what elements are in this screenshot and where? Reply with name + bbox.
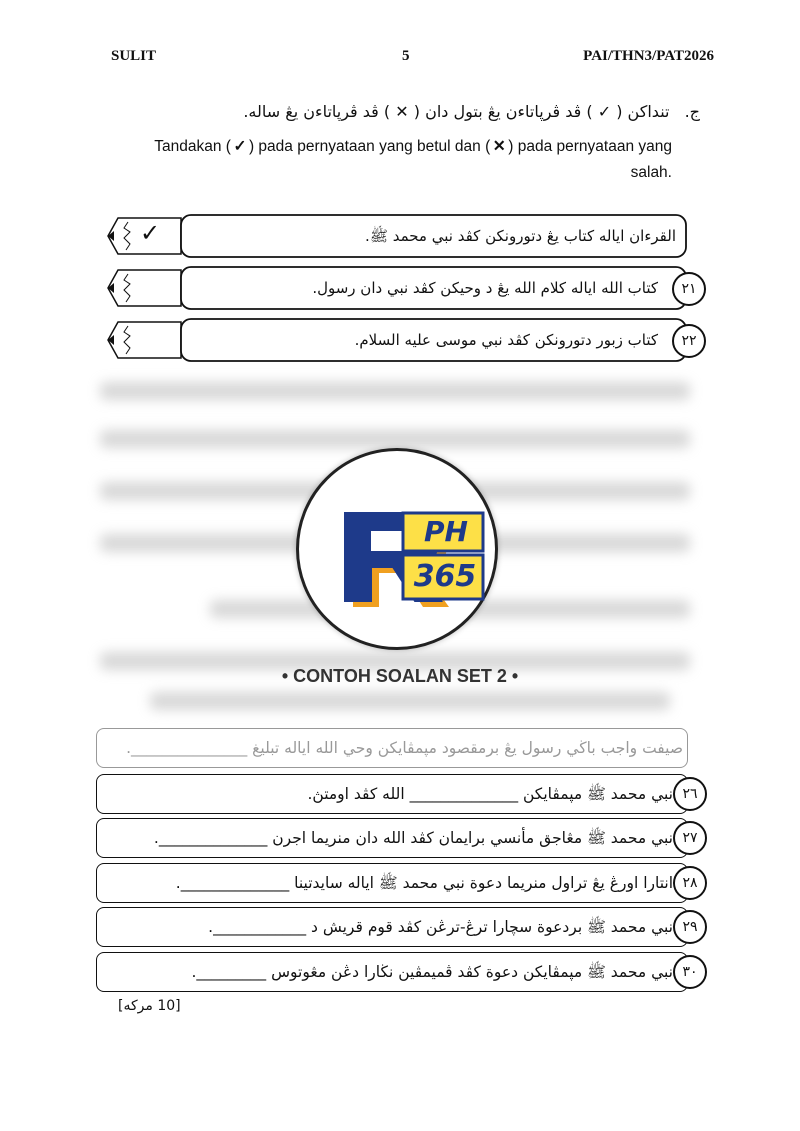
fill-item-25: [96, 728, 688, 768]
header-sulit: SULIT: [111, 48, 157, 64]
total-marks: [10 مركه]: [118, 998, 181, 1014]
instruction-part-3: ) pada pernyataan yang salah.: [508, 138, 672, 181]
question-number: ٢٢: [672, 324, 706, 358]
question-number: ٢٨: [673, 866, 707, 900]
question-number: ٢١: [672, 272, 706, 306]
tick-icon: ✓: [233, 138, 247, 155]
fill-item-27: [96, 818, 698, 858]
fill-text: انتارا اورڠ يڠ تراول منريما دعوة نبي محمد ﷺ اياله سايدتينا ______________.: [175, 874, 673, 892]
cross-icon: ✕: [492, 138, 506, 155]
fill-text: نبي محمد ﷺ مپمڤايكن ______________ الله كڤد اومتڽ.: [307, 785, 673, 803]
fill-item-28: [96, 863, 698, 903]
section-label: ج.: [684, 102, 700, 121]
statement-text: كتاب زبور دتورونكن كڤد نبي موسى عليه السلام.: [354, 331, 658, 349]
question-number: ٢٩: [673, 910, 707, 944]
instruction-rumi: [112, 134, 672, 186]
fill-text: نبي محمد ﷺ بردعوة سچارا ترڠ-ترڠن كڤد قوم قريش د ____________.: [208, 918, 673, 936]
page-number: 5: [402, 48, 410, 64]
fill-item-29: [96, 907, 698, 947]
statement-text: كتاب الله اياله كلام الله يڠ د وحيكن كڤد نبي دان رسول.: [312, 279, 658, 297]
rph365-logo-icon: [299, 451, 495, 647]
question-number: ٣٠: [673, 955, 707, 989]
watermark-logo: [296, 448, 498, 650]
answer-tick-icon: ✓: [140, 219, 161, 247]
instruction-jawi-text: تنداكن ( ✓ ) ڤد ڤرپاتاءن يڠ بتول دان ( ✕ ) ڤد ڤرپاتاءن يڠ ساله.: [243, 102, 670, 121]
logo-ph-text: PH: [424, 515, 468, 548]
instruction-jawi: [243, 102, 700, 121]
question-number: ٢٧: [673, 821, 707, 855]
fill-text: صيفت واجب باڬي رسول يڠ برمقصود مپمڤايكن وحي الله اياله تبليغ _______________.: [126, 739, 683, 757]
paper-code: PAI/THN3/PAT2026: [583, 48, 714, 64]
statement-22: [106, 318, 697, 362]
fill-item-30: [96, 952, 698, 992]
fill-text: نبي محمد ﷺ مپمڤايكن دعوة كڤد ڤميمڤين نڬارا دڠن مڠوتوس _________.: [191, 963, 673, 981]
logo-365-text: 365: [413, 559, 477, 594]
statement-text: القرءان اياله كتاب يڠ دتورونكن كڤد نبي محمد ﷺ.: [365, 227, 676, 245]
fill-item-26: [96, 774, 698, 814]
fill-text: نبي محمد ﷺ مڠاجق مأنسي برايمان كڤد الله دان منريما اجرن ______________.: [153, 829, 673, 847]
statement-21: [106, 266, 697, 310]
question-number: ٢٦: [673, 777, 707, 811]
instruction-part-1: Tandakan (: [154, 138, 231, 155]
statement-example: [106, 214, 688, 258]
watermark-caption: • CONTOH SOALAN SET 2 •: [281, 666, 519, 686]
instruction-part-2: ) pada pernyataan yang betul dan (: [248, 138, 491, 155]
